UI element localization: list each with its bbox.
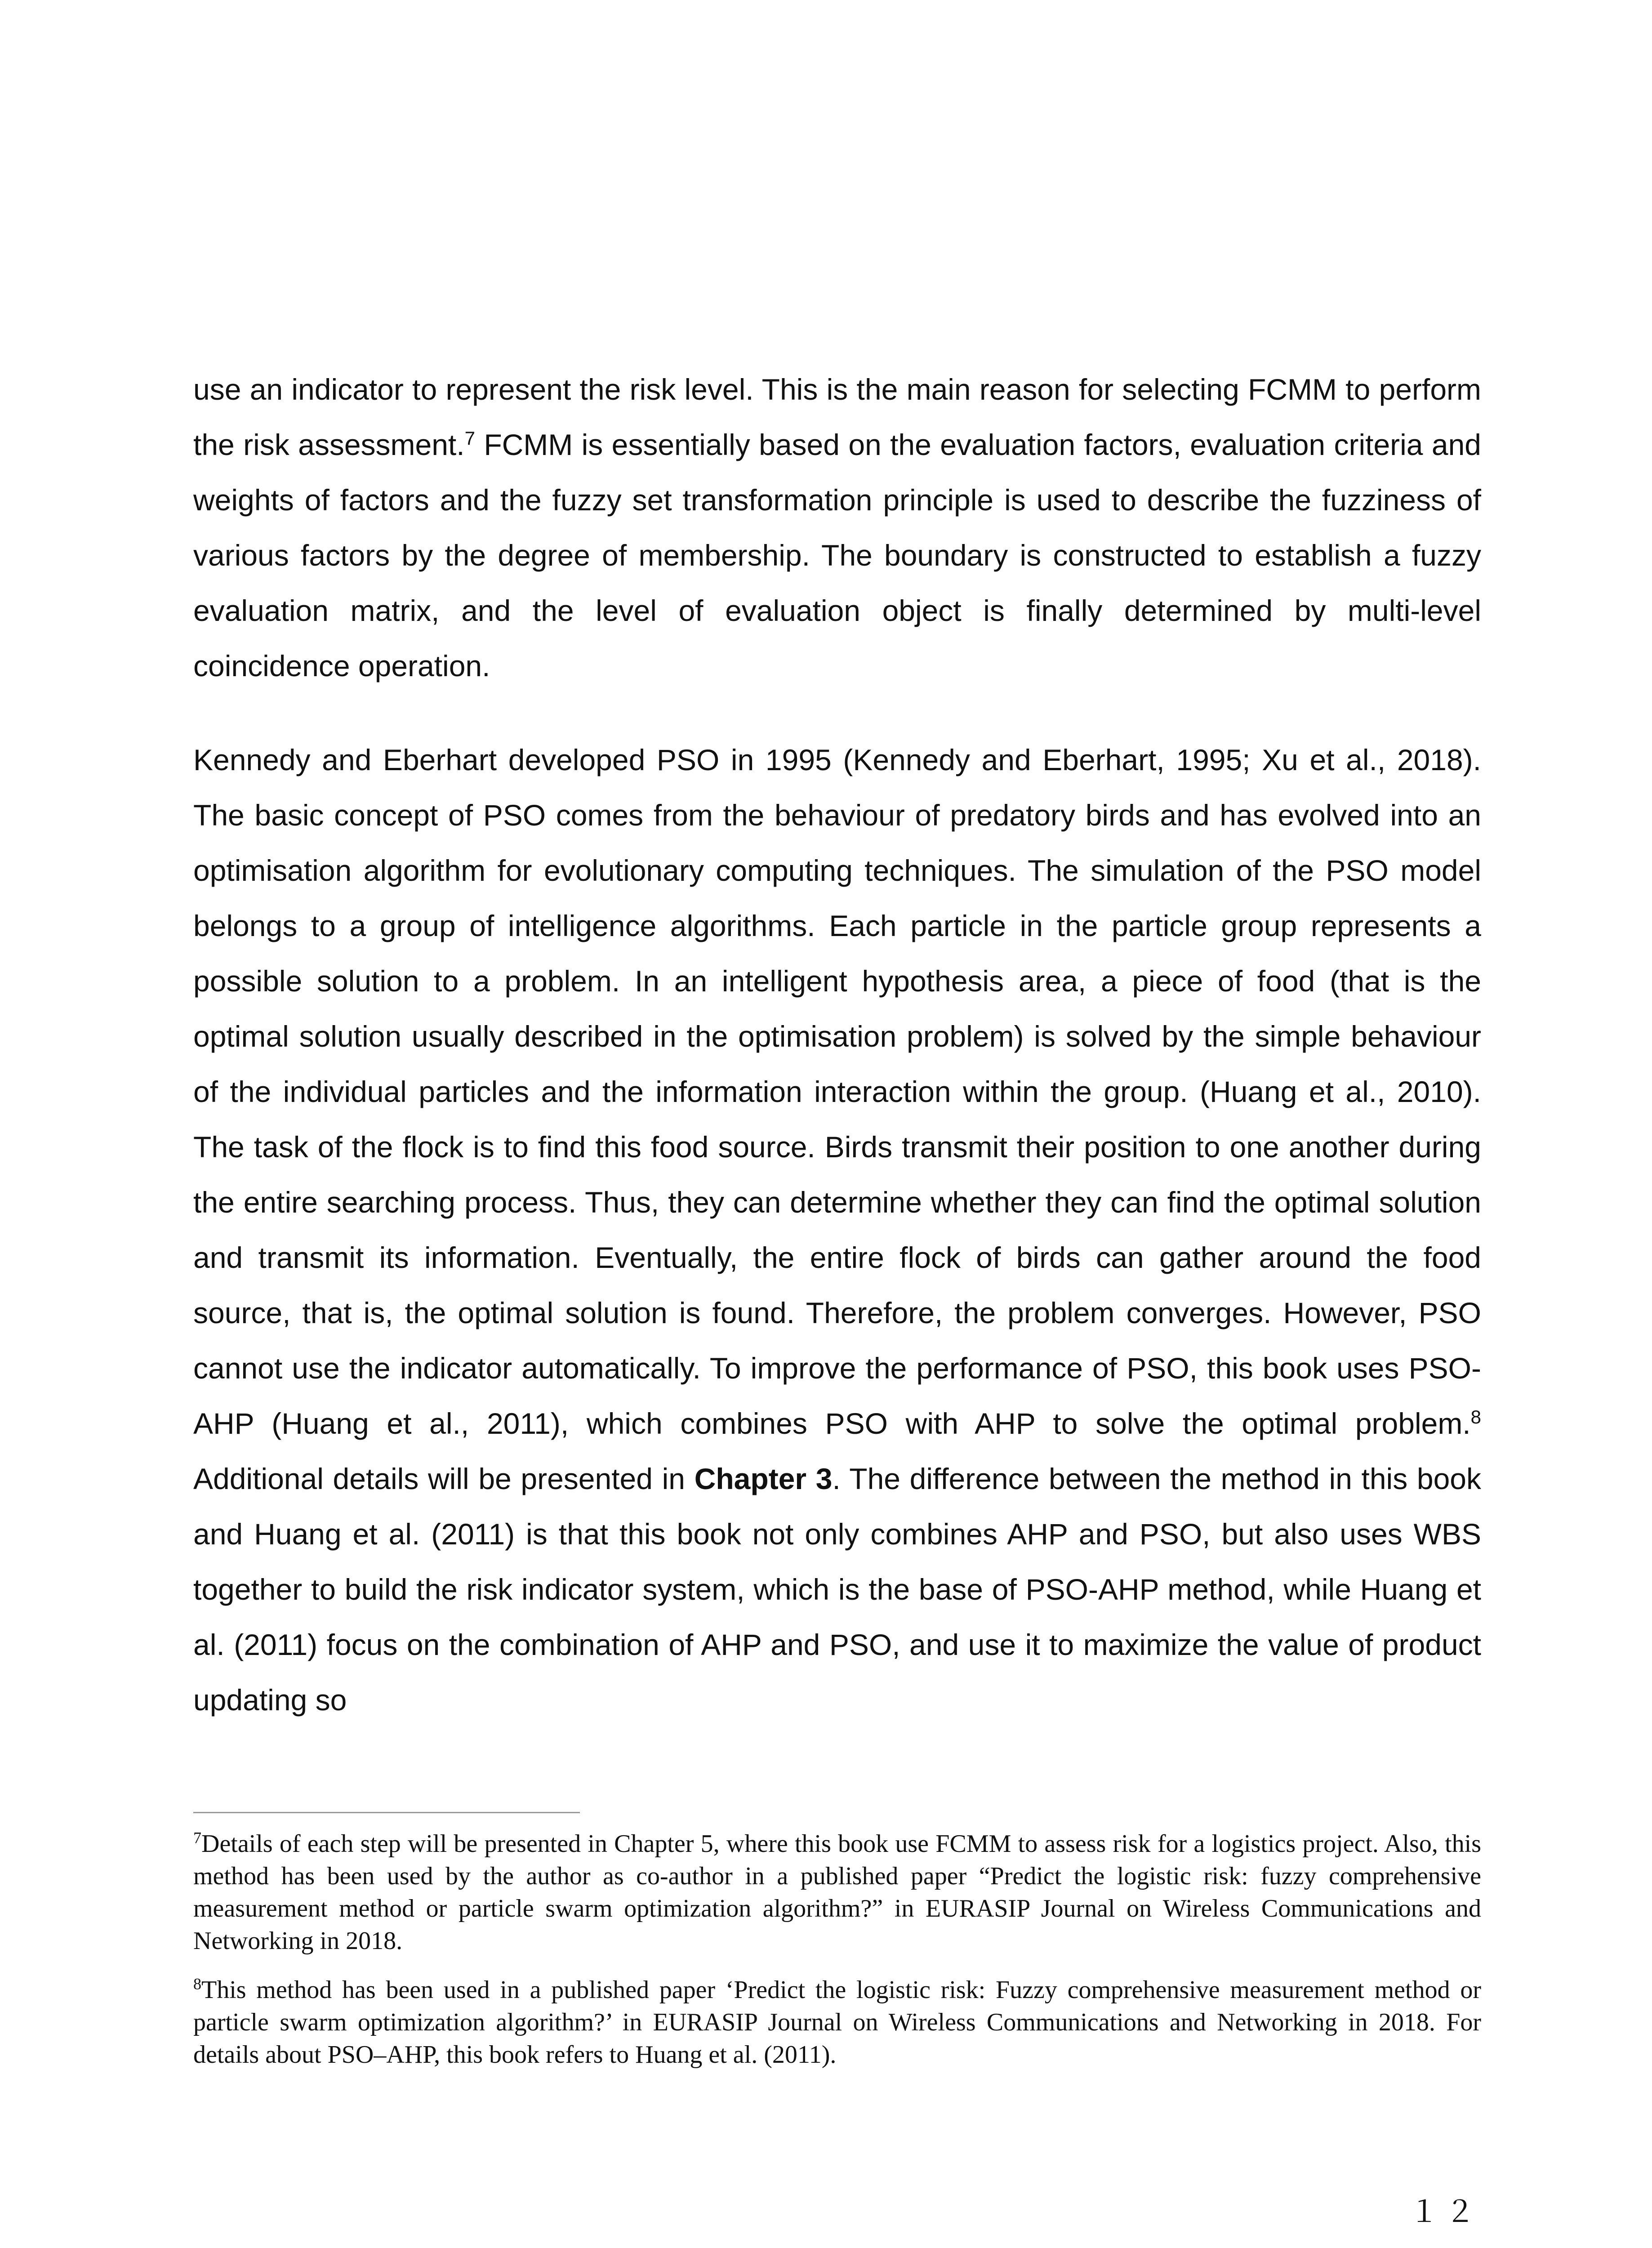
paragraph-2-text-a: Kennedy and Eberhart developed PSO in 1995 (Kennedy and Eberhart, 1995; Xu et al., 2018). The basic concept of PSO comes from the behaviour of predatory birds and has evolved into an optimisation algorithm for evolutionary computing techniques. The simulation of the PSO model belongs to a group of intelligence algorithms. Each particle in the particle group represents a possible solution to a problem. In an intelligent hypothesis area, a piece of food (that is the optimal solution usually described in the optimisation problem) is solved by the simple behaviour of the individual particles and the information interaction within the group. (Huang et al., 2010). The task of the flock is to find this food source. Birds transmit their position to one another during the entire searching process. Thus, they can determine whether they can find the optimal solution and transmit its information. Eventually, the entire flock of birds can gather around the food source, that is, the optimal solution is found. Therefore, the problem converges. However, PSO cannot use the indicator automatically. To improve the performance of PSO, this book uses PSO-AHP (Huang et al., 2011), which combines PSO with AHP to solve the optimal problem.	[193, 743, 1481, 1440]
footnote-7-mark: 7	[193, 1829, 201, 1847]
chapter-reference: Chapter 3	[694, 1462, 833, 1495]
body-paragraph-2	[193, 732, 1481, 1728]
footnote-8-text: This method has been used in a published paper ‘Predict the logistic risk: Fuzzy comprehensive measurement method or particle swarm optimization algorithm?’ in EURASIP Journal on Wireless Communications and Networking in 2018. For details about PSO–AHP, this book refers to Huang et al. (2011).	[193, 1976, 1481, 2069]
footnote-7	[193, 1828, 1481, 1957]
footnote-7-text: Details of each step will be presented in Chapter 5, where this book use FCMM to assess risk for a logistics project. Also, this method has been used by the author as co-author in a published paper “Predict the logistic risk: fuzzy comprehensive measurement method or particle swarm optimization algorithm?” in EURASIP Journal on Wireless Communications and Networking in 2018.	[193, 1830, 1481, 1955]
paragraph-2-text-c: . The difference between the method in this book and Huang et al. (2011) is that this book not only combines AHP and PSO, but also uses WBS together to build the risk indicator system, which is the base of PSO-AHP method, while Huang et al. (2011) focus on the combination of AHP and PSO, and use it to maximize the value of product updating so	[193, 1462, 1481, 1717]
footnote-separator	[193, 1812, 580, 1813]
paragraph-2-text-b: Additional details will be presented in	[193, 1462, 695, 1495]
footnote-ref-8: 8	[1470, 1406, 1481, 1427]
paragraph-1-text-b: FCMM is essentially based on the evaluation factors, evaluation criteria and weights of factors and the fuzzy set transformation principle is used to describe the fuzziness of various factors by the degree of membership. The boundary is constructed to establish a fuzzy evaluation matrix, and the level of evaluation object is finally determined by multi-level coincidence operation.	[193, 428, 1481, 682]
page-number: １２	[1409, 2194, 1481, 2229]
paragraph-1-text-a: use an indicator to represent the risk level. This is the main reason for selecting FCMM to perform the risk assessment.	[193, 373, 1481, 461]
body-paragraph-1	[193, 362, 1481, 694]
footnote-8-mark: 8	[193, 1975, 201, 1993]
footnote-8	[193, 1974, 1481, 2071]
footnote-ref-7: 7	[464, 428, 475, 449]
